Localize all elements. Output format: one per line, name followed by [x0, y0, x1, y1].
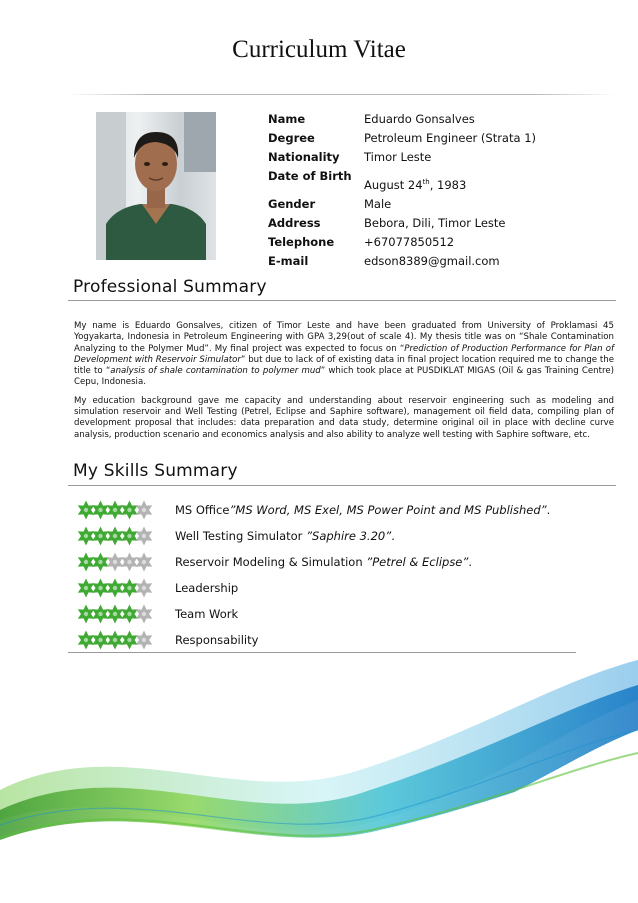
rating-star-highlight	[142, 560, 146, 564]
rating-star-highlight	[113, 560, 117, 564]
skill-item	[78, 526, 558, 552]
skill-label: Team Work	[175, 607, 239, 621]
info-label: Nationality	[268, 150, 340, 164]
info-label: E-mail	[268, 254, 309, 268]
rating-star-highlight	[98, 586, 102, 590]
info-label: Date of Birth	[268, 169, 352, 183]
rating-star-highlight	[84, 586, 88, 590]
rating-stars	[78, 630, 152, 650]
rating-stars	[78, 578, 152, 598]
info-value: Petroleum Engineer (Strata 1)	[364, 131, 536, 145]
rating-star-highlight	[98, 612, 102, 616]
rating-star-highlight	[113, 534, 117, 538]
skills-list	[78, 500, 558, 656]
info-value: edson8389@gmail.com	[364, 254, 500, 268]
rating-star-highlight	[127, 638, 131, 642]
rating-star-highlight	[142, 508, 146, 512]
rating-star-highlight	[113, 508, 117, 512]
summary-paragraph: My education background gave me capacity and understanding about reservoir engineering such as modeling and simulation reservoir and Well Testing (Petrel, Eclipse and Saphire software), management oil field data, compiling plan of development proposal that includes: data preparation and data study, determine original oil in place with decline curve analysis, production scenario and economics analysis and also ability to analyze well testing with Saphire software, etc.	[74, 395, 614, 440]
cv-title: Curriculum Vitae	[232, 36, 406, 63]
rating-star-highlight	[84, 612, 88, 616]
rating-star-highlight	[98, 534, 102, 538]
rating-star-highlight	[127, 586, 131, 590]
info-value: Timor Leste	[364, 150, 432, 164]
skill-label: Leadership	[175, 581, 239, 595]
profile-photo	[96, 112, 216, 260]
skill-label: Reservoir Modeling & Simulation ”Petrel & Eclipse”.	[175, 555, 472, 569]
rating-star-highlight	[127, 534, 131, 538]
skill-item	[78, 500, 558, 526]
rating-star-highlight	[84, 508, 88, 512]
rating-star-highlight	[113, 638, 117, 642]
rating-star-highlight	[142, 534, 146, 538]
info-label: Address	[268, 216, 321, 230]
info-label: Name	[268, 112, 306, 126]
summary-paragraph: My name is Eduardo Gonsalves, citizen of Timor Leste and have been graduated from University of Proklamasi 45 Yogyakarta, Indonesia in Petroleum Engineering with GPA 3,29(out of scale 4). My thesis title was on “Shale Contamination Analyzing to the Polymer Mud”. My final project was expected to focus on “Prediction of Production Performance for Plan of Development with Reservoir Simulator” but due to lack of of existing data in final project location required me to change the title to “analysis of shale contamination to polymer mud” which took place at PUSDIKLAT MIGAS (Oil & gas Training Centre) Cepu, Indonesia.	[74, 321, 614, 388]
info-value: Bebora, Dili, Timor Leste	[364, 216, 506, 230]
professional-summary-divider	[68, 300, 616, 301]
rating-star-highlight	[127, 560, 131, 564]
rating-star-highlight	[98, 560, 102, 564]
professional-summary-heading: Professional Summary	[73, 277, 267, 297]
rating-star-highlight	[127, 508, 131, 512]
rating-stars	[78, 552, 152, 572]
skill-item	[78, 604, 558, 630]
skill-label: MS Office”MS Word, MS Exel, MS Power Point and MS Published”.	[175, 503, 551, 517]
rating-stars	[78, 526, 152, 546]
skill-item	[78, 552, 558, 578]
rating-star-highlight	[142, 638, 146, 642]
skills-bottom-divider	[68, 652, 576, 653]
rating-star-highlight	[84, 560, 88, 564]
rating-star-highlight	[142, 612, 146, 616]
professional-summary-body	[74, 321, 614, 448]
rating-star-highlight	[113, 612, 117, 616]
skill-label: Well Testing Simulator ”Saphire 3.20”.	[175, 529, 395, 543]
title-divider	[68, 94, 616, 95]
rating-star-highlight	[142, 586, 146, 590]
skills-summary-heading: My Skills Summary	[73, 461, 238, 481]
info-label: Gender	[268, 197, 316, 211]
skills-summary-divider	[68, 485, 616, 486]
rating-star-highlight	[84, 534, 88, 538]
skill-label: Responsability	[175, 633, 259, 647]
info-value: August 24th, 1983	[364, 177, 467, 192]
info-label: Telephone	[268, 235, 335, 249]
info-value: Male	[364, 197, 392, 211]
rating-star-highlight	[113, 586, 117, 590]
rating-star-highlight	[84, 638, 88, 642]
rating-star-highlight	[127, 612, 131, 616]
info-label: Degree	[268, 131, 315, 145]
info-value: +67077850512	[364, 235, 455, 249]
decorative-wave	[0, 660, 638, 903]
rating-star-highlight	[98, 508, 102, 512]
info-value: Eduardo Gonsalves	[364, 112, 475, 126]
skill-item	[78, 578, 558, 604]
rating-stars	[78, 604, 152, 624]
rating-stars	[78, 500, 152, 520]
rating-star-highlight	[98, 638, 102, 642]
